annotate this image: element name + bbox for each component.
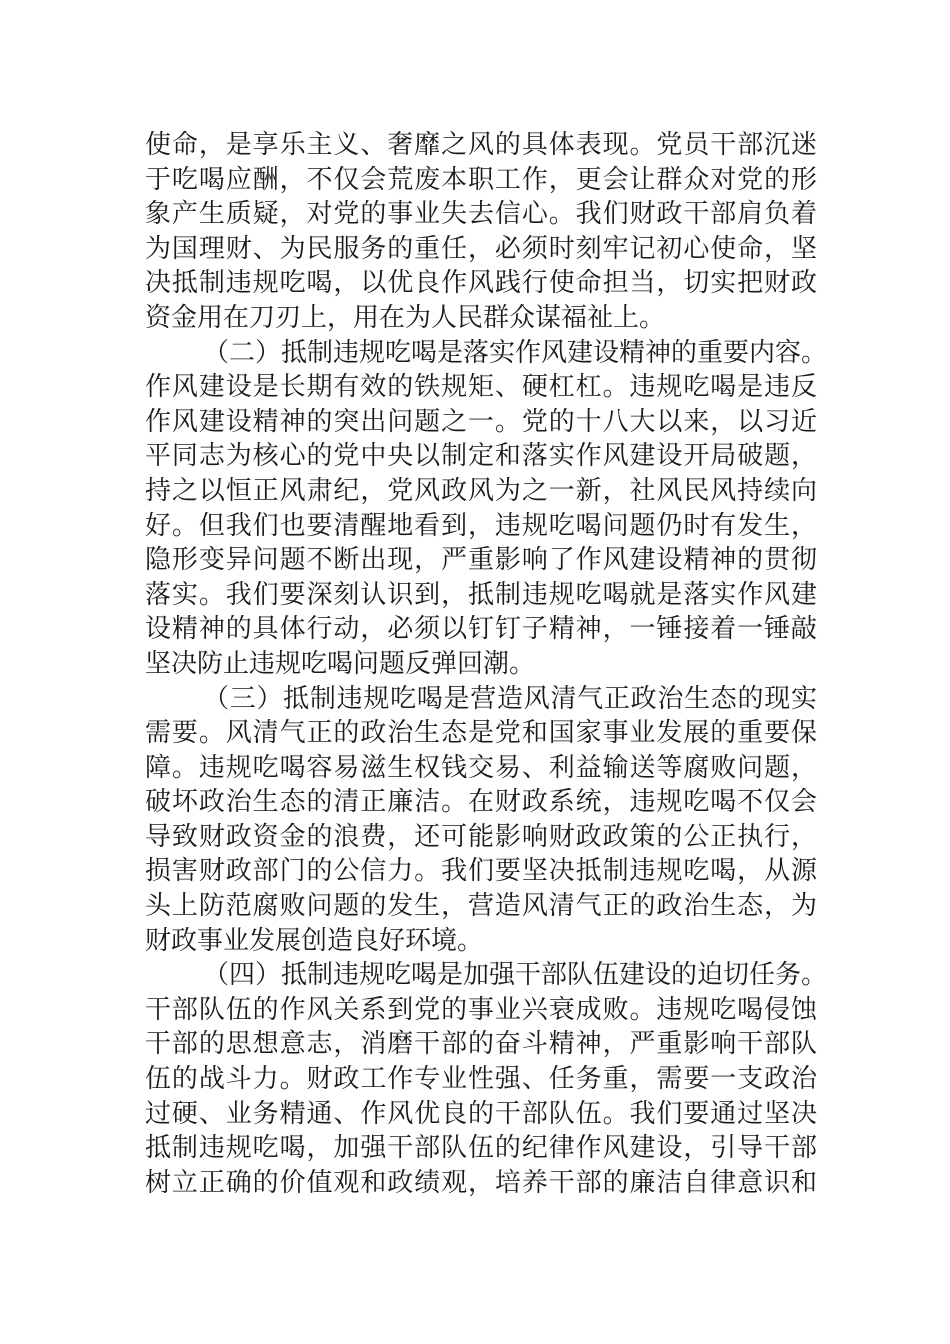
text-line: 树立正确的价值观和政绩观，培养干部的廉洁自律意识和 bbox=[145, 1167, 817, 1198]
text-line: 持之以恒正风肃纪，党风政风为之一新，社风民风持续向 bbox=[145, 475, 817, 506]
text-line: 障。违规吃喝容易滋生权钱交易、利益输送等腐败问题， bbox=[145, 752, 817, 783]
body-text bbox=[145, 128, 828, 1200]
text-line: 头上防范腐败问题的发生，营造风清气正的政治生态，为 bbox=[145, 891, 817, 922]
text-line: 需要。风清气正的政治生态是党和国家事业发展的重要保 bbox=[145, 718, 817, 749]
text-line: 为国理财、为民服务的重任，必须时刻牢记初心使命，坚 bbox=[145, 233, 817, 264]
text-line: 过硬、业务精通、作风优良的干部队伍。我们要通过坚决 bbox=[145, 1098, 817, 1129]
text-line: 决抵制违规吃喝，以优良作风践行使命担当，切实把财政 bbox=[145, 268, 817, 299]
text-line: 隐形变异问题不断出现，严重影响了作风建设精神的贯彻 bbox=[145, 545, 817, 576]
text-line: 抵制违规吃喝，加强干部队伍的纪律作风建设，引导干部 bbox=[145, 1133, 817, 1164]
text-line: 设精神的具体行动，必须以钉钉子精神，一锤接着一锤敲 bbox=[145, 614, 817, 645]
text-line: 使命，是享乐主义、奢靡之风的具体表现。党员干部沉迷 bbox=[145, 130, 817, 160]
text-line: 导致财政资金的浪费，还可能影响财政政策的公正执行， bbox=[145, 821, 817, 852]
text-line: 好。但我们也要清醒地看到，违规吃喝问题仍时有发生， bbox=[145, 510, 817, 541]
section-heading-3: （三）抵制违规吃喝是营造风清气正政治生态的现实 bbox=[203, 683, 817, 714]
text-line: 破坏政治生态的清正廉洁。在财政系统，违规吃喝不仅会 bbox=[145, 787, 817, 818]
section-heading-2: （二）抵制违规吃喝是落实作风建设精神的重要内容。 bbox=[203, 337, 828, 368]
text-line: 作风建设精神的突出问题之一。党的十八大以来，以习近 bbox=[145, 406, 817, 437]
text-line: 作风建设是长期有效的铁规矩、硬杠杠。违规吃喝是违反 bbox=[145, 372, 817, 403]
text-line: 象产生质疑，对党的事业失去信心。我们财政干部肩负着 bbox=[145, 199, 817, 230]
text-line: 干部队伍的作风关系到党的事业兴衰成败。违规吃喝侵蚀 bbox=[145, 994, 817, 1025]
text-line: 财政事业发展创造良好环境。 bbox=[145, 925, 484, 956]
text-line: 坚决防止违规吃喝问题反弹回潮。 bbox=[145, 648, 536, 679]
text-line: 资金用在刀刃上，用在为人民群众谋福祉上。 bbox=[145, 302, 666, 333]
text-line: 损害财政部门的公信力。我们要坚决抵制违规吃喝，从源 bbox=[145, 856, 817, 887]
text-line: 于吃喝应酬，不仅会荒废本职工作，更会让群众对党的形 bbox=[145, 164, 817, 195]
section-heading-4: （四）抵制违规吃喝是加强干部队伍建设的迫切任务。 bbox=[203, 960, 828, 991]
text-line: 干部的思想意志，消磨干部的奋斗精神，严重影响干部队 bbox=[145, 1029, 817, 1060]
text-line: 落实。我们要深刻认识到，抵制违规吃喝就是落实作风建 bbox=[145, 579, 817, 610]
text-line: 平同志为核心的党中央以制定和落实作风建设开局破题， bbox=[145, 441, 817, 472]
text-line: 伍的战斗力。财政工作专业性强、任务重，需要一支政治 bbox=[145, 1064, 817, 1095]
